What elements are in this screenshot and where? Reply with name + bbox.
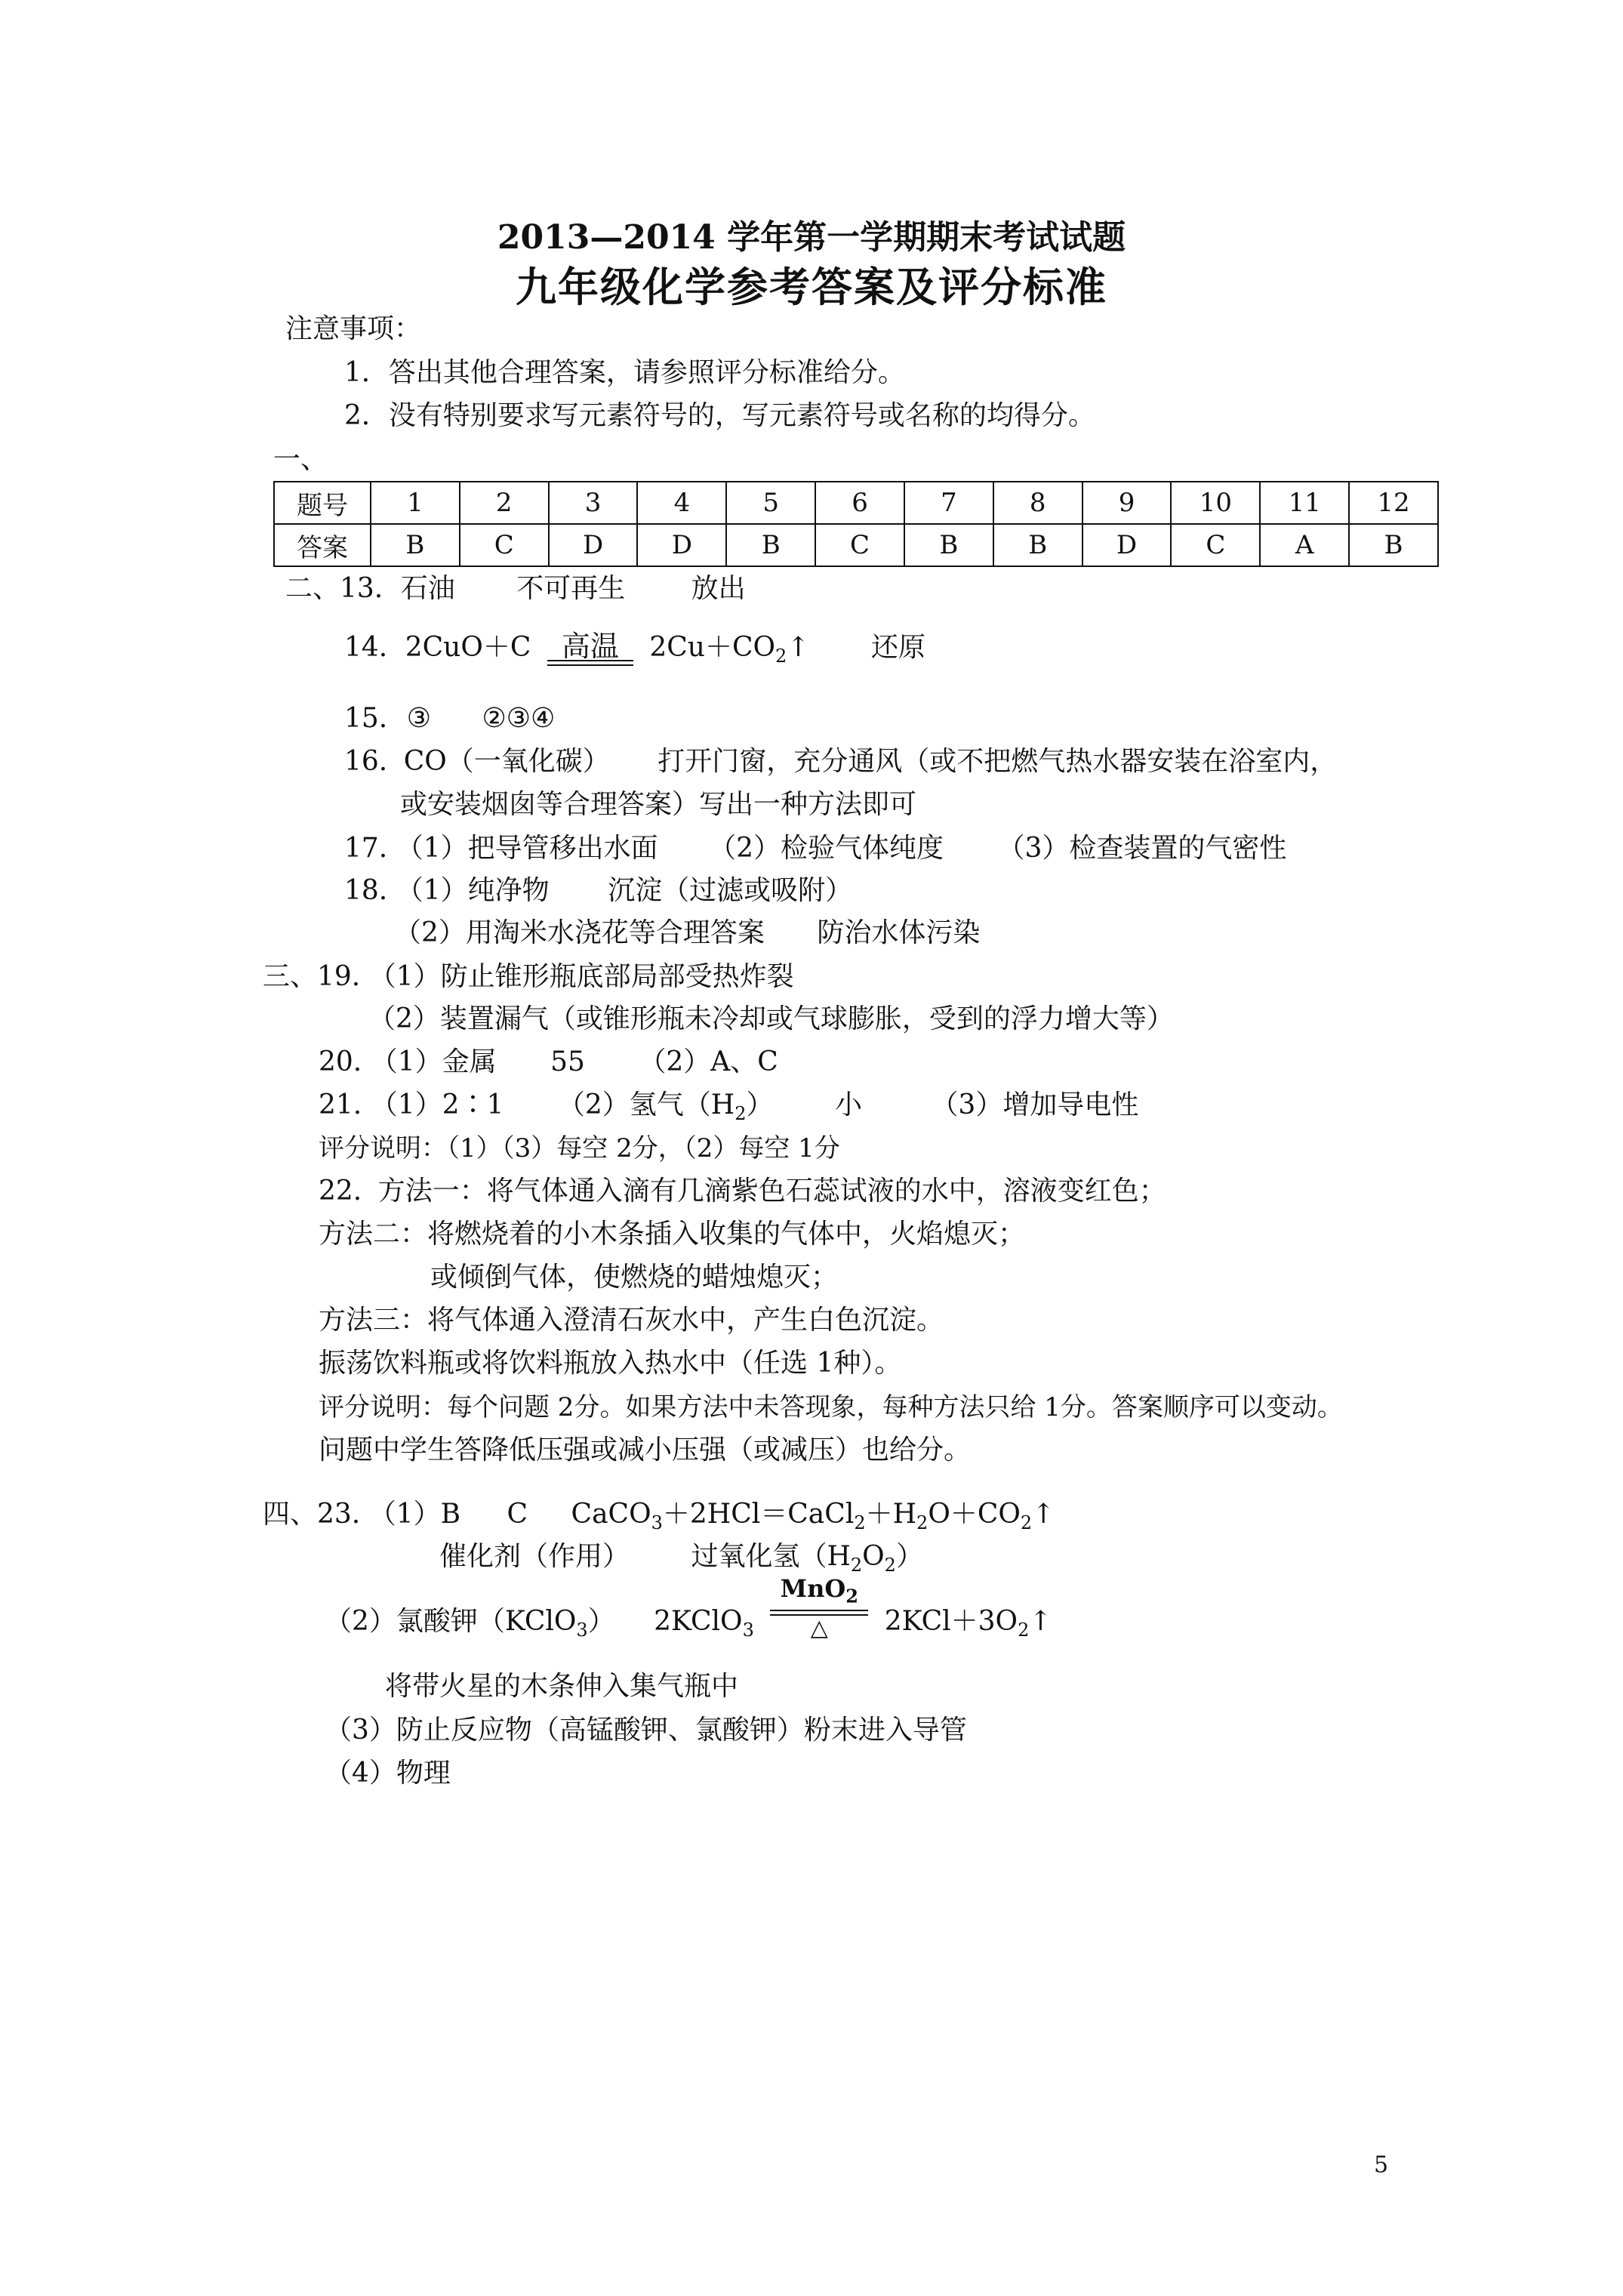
q15-number: 15. [344, 703, 388, 734]
q16-line [344, 744, 1337, 780]
q21-answer-b: （2）氢气$(H_2)$ [557, 1089, 774, 1125]
gas-arrow-icon: ↑ [787, 632, 810, 663]
answer-cell: B [993, 524, 1083, 566]
note-item-1: 1．答出其他合理答案，请参照评分标准给分。 [344, 357, 905, 388]
answer-cell: C [1171, 524, 1260, 566]
page-number: 5 [1374, 2152, 1389, 2178]
question-number: 8 [993, 482, 1083, 524]
question-number: 5 [726, 482, 815, 524]
q18-answer-d: 防治水体污染 [817, 917, 981, 948]
q23-number: 四、23. [263, 1499, 361, 1530]
q23-equation-1: $CaCO_3+2HCl=CaCl_2+H_2O+CO_2↑$ [571, 1499, 1055, 1534]
gas-arrow-icon: ↑ [1032, 1499, 1055, 1530]
answer-cell: B [1349, 524, 1438, 566]
q20-number: 20. [319, 1046, 362, 1077]
q20-answer-c: （2）A、C [639, 1046, 778, 1077]
q23-answer-1a: （1）B [368, 1499, 461, 1530]
q14-answer: 还原 [870, 632, 925, 663]
q18-line-2 [394, 915, 980, 951]
q16-number: 16. [344, 746, 388, 777]
q22-method-3: 方法三：将气体通入澄清石灰水中，产生白色沉淀。 [319, 1305, 944, 1336]
q15-line [344, 701, 555, 737]
q22-number: 22. [319, 1176, 362, 1207]
note-item-2: 2．没有特别要求写元素符号的，写元素符号或名称的均得分。 [344, 400, 1095, 431]
q17-number: 17. [344, 833, 388, 864]
q16-answer-b: 打开门窗，充分通风（或不把燃气热水器安装在浴室内， [658, 746, 1338, 777]
q15-answer-a: ③ [406, 703, 431, 734]
q22-method-2: 方法二：将燃烧着的小木条插入收集的气体中，火焰熄灭； [319, 1219, 1026, 1250]
q18-answer-a: （1）纯净物 [396, 875, 550, 906]
gas-arrow-icon: ↑ [1029, 1606, 1052, 1637]
answer-cell: C [815, 524, 904, 566]
q21-answer-c: 小 [834, 1089, 862, 1120]
q14-number: 14. [344, 632, 388, 663]
exam-title: 2013—2014 学年第一学期期末考试试题 [497, 218, 1126, 257]
q18-line [344, 873, 852, 909]
q22-method-2b: 或倾倒气体，使燃烧的蜡烛熄灭； [430, 1262, 839, 1293]
q13-line [285, 571, 746, 607]
q23-line [263, 1496, 1055, 1541]
q21-line [319, 1087, 1138, 1132]
q17-answer-a: （1）把导管移出水面 [396, 833, 658, 864]
q22-method-1: 方法一：将气体通入滴有几滴紫色石蕊试液的水中，溶液变红色； [377, 1176, 1166, 1207]
q23-answer-1c: 催化剂（作用） [439, 1541, 630, 1572]
answer-key-title: 九年级化学参考答案及评分标准 [516, 263, 1107, 311]
q13-answer-a: 石油 [400, 573, 455, 604]
q20-answer-b: 55 [550, 1046, 585, 1077]
row-label-answer: 答案 [274, 524, 371, 566]
q20-line [319, 1044, 778, 1080]
q23-answer-1d: 过氧化氢$(H_2O_2)$ [691, 1541, 923, 1576]
answer-cell: D [549, 524, 638, 566]
q16-answer-c: 或安装烟囱等合理答案）写出一种方法即可 [400, 789, 917, 820]
answer-cell: B [371, 524, 460, 566]
question-number: 4 [637, 482, 726, 524]
answer-cell: D [637, 524, 726, 566]
q18-number: 18. [344, 875, 388, 906]
q13-answer-c: 放出 [691, 573, 746, 604]
q16-answer-a: CO（一氧化碳） [403, 746, 610, 777]
q14-reaction-condition [547, 630, 633, 666]
question-number: 3 [549, 482, 638, 524]
q22-scoring-note-1: 评分说明：每个问题 2分。如果方法中未答现象，每种方法只给 1分。答案顺序可以变动。 [319, 1392, 1343, 1422]
q23-answer-4: （4）物理 [325, 1758, 451, 1789]
question-number: 12 [1349, 482, 1438, 524]
q17-answer-c: （3）检查装置的气密性 [997, 833, 1287, 864]
q15-answer-b: ②③④ [482, 703, 556, 734]
answer-cell: A [1260, 524, 1349, 566]
q19-answer-b: （2）装置漏气（或锥形瓶未冷却或气球膨胀，受到的浮力增大等） [368, 1003, 1174, 1034]
table-row-questions [274, 482, 1438, 524]
q23-answer-3: （3）防止反应物（高锰酸钾、氯酸钾）粉末进入导管 [325, 1715, 967, 1746]
q20-answer-a: （1）金属 [370, 1046, 497, 1077]
q21-scoring-note: 评分说明：（1）（3）每空 2分，（2）每空 1分 [319, 1133, 840, 1163]
table-row-answers [274, 524, 1438, 566]
q23-equation-2-right: $2KCl+3O_2↑$ [884, 1606, 1052, 1641]
heat-triangle-icon: △ [810, 1615, 828, 1642]
q23-equation-2-left: 2KClO$_3$ [654, 1606, 754, 1641]
q17-line [344, 831, 1286, 867]
q18-answer-c: （2）用淘米水浇花等合理答案 [394, 917, 765, 948]
question-number: 7 [904, 482, 993, 524]
q18-answer-b: 沉淀（过滤或吸附） [608, 875, 853, 906]
answer-cell: C [460, 524, 549, 566]
section-one-label: 一、 [273, 444, 328, 475]
q21-number: 21. [319, 1089, 362, 1120]
question-number: 2 [460, 482, 549, 524]
question-number: 1 [371, 482, 460, 524]
question-number: 6 [815, 482, 904, 524]
row-label-question: 题号 [274, 482, 371, 524]
question-number: 9 [1083, 482, 1172, 524]
answer-cell: B [726, 524, 815, 566]
q21-answer-a: （1）2∶1 [370, 1089, 504, 1120]
q23-answer-2b: 将带火星的木条伸入集气瓶中 [385, 1671, 739, 1702]
q13-answer-b: 不可再生 [516, 573, 626, 604]
notes-heading: 注意事项： [285, 313, 422, 344]
q13-number: 二、13. [285, 573, 383, 604]
q14-condition-text: 高温 [561, 630, 619, 663]
question-number: 11 [1260, 482, 1349, 524]
q23-reaction-condition [770, 1575, 868, 1641]
q21-answer-d: （3）增加导电性 [931, 1089, 1139, 1120]
question-number: 10 [1171, 482, 1260, 524]
q22-line [319, 1173, 1166, 1210]
q19-line [263, 959, 794, 995]
q23-answer-2a: （2）氯酸钾（KClO$_3$） [325, 1606, 615, 1641]
q14-equation-right: 2Cu＋CO [649, 632, 776, 663]
q22-scoring-note-2: 问题中学生答降低压强或减小压强（或减压）也给分。 [319, 1435, 972, 1465]
q14-line [344, 630, 925, 674]
multiple-choice-answer-table [273, 481, 1439, 567]
q17-answer-b: （2）检验气体纯度 [709, 833, 944, 864]
q19-number: 三、19. [263, 961, 361, 992]
q23-line-2 [325, 1573, 1052, 1648]
answer-cell: D [1083, 524, 1172, 566]
q19-answer-a: （1）防止锥形瓶底部局部受热炸裂 [368, 961, 794, 992]
q23-answer-1b: C [507, 1499, 528, 1530]
h2-subscript: 2 [735, 1103, 747, 1125]
q14-co2-subscript: 2 [775, 646, 787, 667]
q22-method-4: 振荡饮料瓶或将饮料瓶放入热水中（任选 1种）。 [319, 1348, 902, 1379]
q14-equation-left: 2CuO＋C [405, 632, 531, 663]
q23-catalyst: MnO$_2$ [780, 1573, 858, 1607]
answer-cell: B [904, 524, 993, 566]
